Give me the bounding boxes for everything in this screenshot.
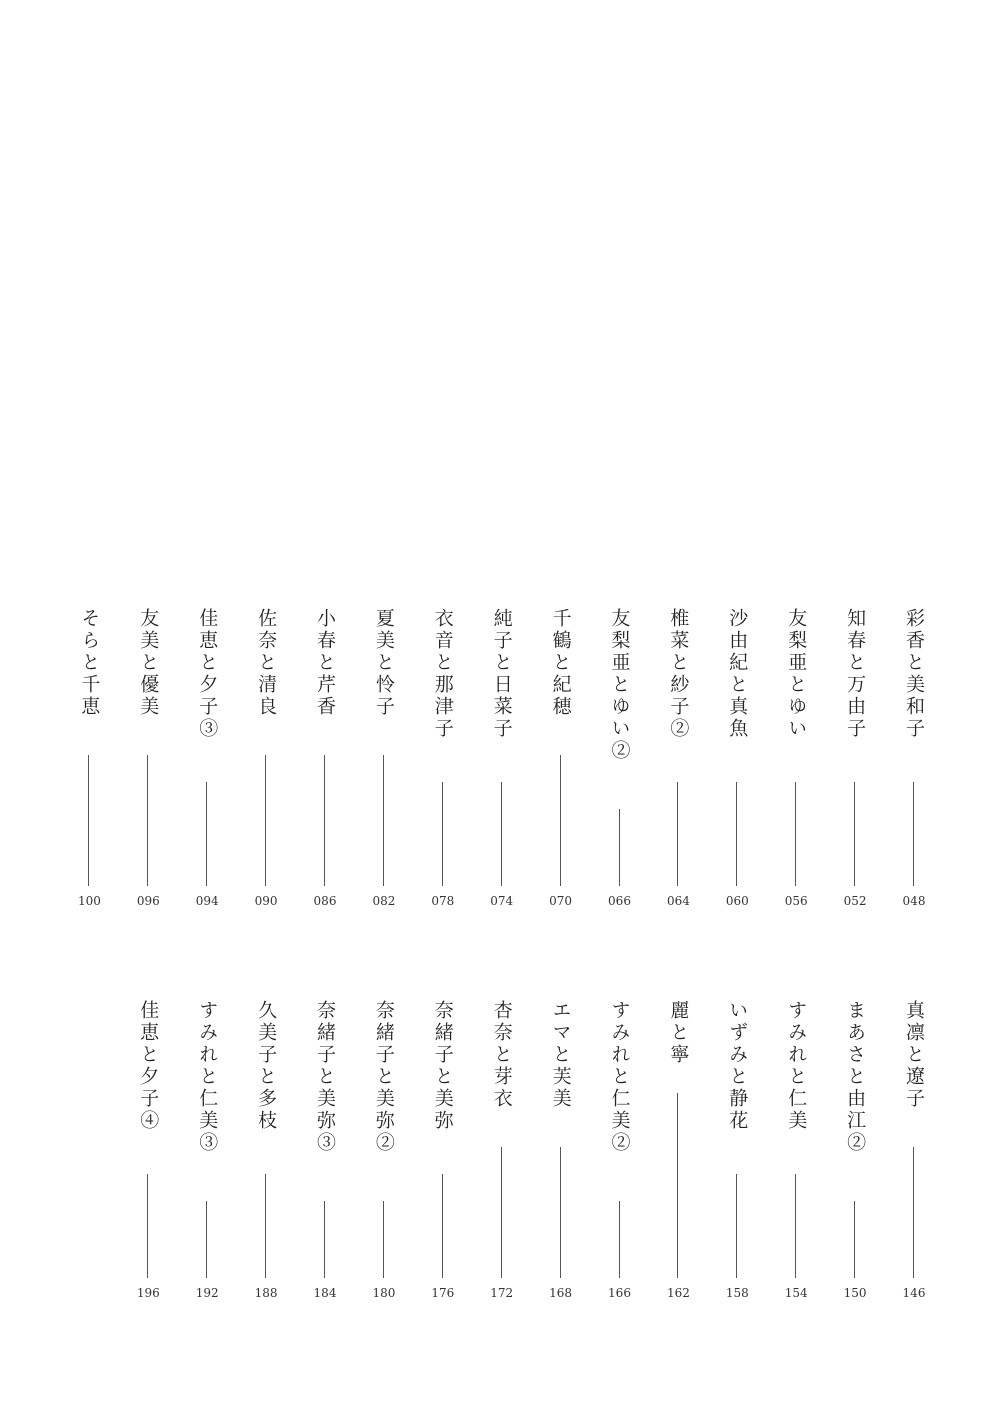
toc-page-number: 070	[549, 894, 573, 908]
toc-page-number: 094	[195, 894, 219, 908]
toc-entry[interactable]	[600, 608, 640, 908]
toc-entry[interactable]	[776, 1000, 816, 1300]
toc-page-number: 166	[608, 1286, 631, 1300]
toc-entry[interactable]	[482, 1000, 522, 1300]
toc-leader-line	[147, 1174, 148, 1278]
toc-entry-title: 麗と寧	[667, 1000, 690, 1066]
toc-page-number: 162	[666, 1286, 690, 1300]
toc-page-number: 060	[725, 894, 749, 908]
toc-entry-title: いずみと静花	[726, 1000, 749, 1132]
toc-entry[interactable]	[541, 608, 581, 908]
toc-entry-title: すみれと仁美②	[608, 1000, 631, 1154]
toc-entry[interactable]	[128, 608, 168, 908]
toc-entry-title: 小春と芹香	[314, 608, 336, 718]
toc-entry-title: 久美子と多枝	[255, 1000, 278, 1132]
toc-leader-line	[324, 1201, 325, 1278]
toc-leader-line	[913, 782, 914, 886]
toc-entry[interactable]	[541, 1000, 581, 1300]
toc-page-number: 150	[843, 1286, 867, 1300]
toc-leader-line	[265, 755, 266, 886]
toc-entry-title: すみれと仁美	[785, 1000, 808, 1132]
toc-entry[interactable]	[364, 608, 404, 908]
toc-entry[interactable]	[246, 608, 286, 908]
toc-entry-title: 佳恵と夕子③	[196, 608, 219, 740]
toc-page-number: 048	[902, 894, 926, 908]
toc-leader-line	[206, 1201, 207, 1278]
toc-page-number: 074	[490, 894, 514, 908]
toc-leader-line	[324, 755, 325, 886]
toc-entry[interactable]	[364, 1000, 404, 1300]
toc-entry-title: 友梨亜とゆい②	[608, 608, 631, 762]
toc-entry-title: 杏奈と芽衣	[490, 1000, 513, 1110]
toc-entry[interactable]	[128, 1000, 168, 1300]
toc-entry-title: まあさと由江②	[844, 1000, 867, 1154]
toc-leader-line	[677, 1093, 678, 1278]
toc-entry-title: 友美と優美	[137, 608, 160, 718]
toc-entry[interactable]	[717, 608, 757, 908]
toc-entry[interactable]	[423, 608, 463, 908]
toc-page-number: 184	[313, 1286, 337, 1300]
toc-entry[interactable]	[482, 608, 522, 908]
toc-leader-line	[619, 1201, 620, 1278]
toc-entry[interactable]	[894, 1000, 934, 1300]
toc-entry-title: 椎菜と紗子②	[667, 608, 690, 740]
toc-page-number: 066	[608, 894, 631, 908]
toc-leader-line	[560, 1147, 561, 1278]
toc-page-number: 052	[843, 894, 867, 908]
toc-page-number: 172	[490, 1286, 514, 1300]
toc-leader-line	[442, 1174, 443, 1278]
toc-page-number: 056	[784, 894, 808, 908]
toc-entry[interactable]	[600, 1000, 640, 1300]
toc-entry[interactable]	[187, 1000, 227, 1300]
toc-entry-title: 沙由紀と真魚	[726, 608, 749, 740]
toc-leader-line	[147, 755, 148, 886]
toc-entry-title: そらと千恵	[78, 608, 101, 718]
toc-leader-line	[795, 782, 796, 886]
toc-entry-title: 奈緒子と美弥③	[314, 1000, 336, 1154]
toc-leader-line	[736, 782, 737, 886]
toc-entry[interactable]	[894, 608, 934, 908]
toc-entry-title: 真凛と遼子	[903, 1000, 925, 1110]
toc-entry-title: すみれと仁美③	[196, 1000, 219, 1154]
toc-page-number: 180	[372, 1286, 396, 1300]
toc-entry[interactable]	[776, 608, 816, 908]
toc-page-number: 100	[77, 894, 101, 908]
toc-leader-line	[913, 1147, 914, 1278]
toc-entry-title: 夏美と怜子	[372, 608, 395, 718]
toc-entry-title: 知春と万由子	[844, 608, 867, 740]
toc-page-number: 168	[549, 1286, 573, 1300]
toc-page-number: 192	[195, 1286, 219, 1300]
toc-page-number: 146	[902, 1286, 926, 1300]
toc-page-number: 086	[313, 894, 337, 908]
toc-leader-line	[560, 755, 561, 886]
toc-leader-line	[619, 809, 620, 886]
toc-page-number: 176	[431, 1286, 455, 1300]
toc-entry[interactable]	[246, 1000, 286, 1300]
toc-entry-title: 千鶴と紀穂	[549, 608, 572, 718]
toc-entry-title: 彩香と美和子	[903, 608, 925, 740]
toc-page-number: 090	[254, 894, 278, 908]
toc-page-number: 158	[725, 1286, 749, 1300]
toc-entry-title: 奈緒子と美弥	[431, 1000, 454, 1132]
toc-leader-line	[854, 1201, 855, 1278]
toc-page-number: 188	[254, 1286, 278, 1300]
toc-leader-line	[677, 782, 678, 886]
toc-entry[interactable]	[835, 608, 875, 908]
toc-entry[interactable]	[658, 608, 698, 908]
toc-leader-line	[442, 782, 443, 886]
toc-page-number: 082	[372, 894, 396, 908]
toc-entry-title: エマと芙美	[549, 1000, 572, 1110]
toc-leader-line	[501, 1147, 502, 1278]
toc-entry[interactable]	[658, 1000, 698, 1300]
toc-leader-line	[854, 782, 855, 886]
toc-leader-line	[88, 755, 89, 886]
toc-leader-line	[265, 1174, 266, 1278]
toc-leader-line	[736, 1174, 737, 1278]
toc-page-number: 064	[666, 894, 690, 908]
toc-page-number: 096	[136, 894, 160, 908]
toc-page-number: 196	[136, 1286, 160, 1300]
toc-entry-title: 純子と日菜子	[490, 608, 513, 740]
toc-leader-line	[501, 782, 502, 886]
toc-page-number: 078	[431, 894, 455, 908]
toc-entry-title: 佳恵と夕子④	[137, 1000, 160, 1132]
toc-entry-title: 友梨亜とゆい	[785, 608, 808, 740]
toc-leader-line	[383, 1201, 384, 1278]
toc-entry[interactable]	[423, 1000, 463, 1300]
toc-entry[interactable]	[305, 1000, 345, 1300]
toc-leader-line	[383, 755, 384, 886]
toc-leader-line	[795, 1174, 796, 1278]
toc-entry-title: 奈緒子と美弥②	[372, 1000, 395, 1154]
toc-page-number: 154	[784, 1286, 808, 1300]
toc-entry[interactable]	[835, 1000, 875, 1300]
toc-entry[interactable]	[305, 608, 345, 908]
toc-leader-line	[206, 782, 207, 886]
toc-entry[interactable]	[717, 1000, 757, 1300]
toc-entry-title: 佐奈と清良	[255, 608, 278, 718]
toc-entry[interactable]	[187, 608, 227, 908]
toc-entry[interactable]	[69, 608, 109, 908]
toc-entry-title: 衣音と那津子	[431, 608, 454, 740]
